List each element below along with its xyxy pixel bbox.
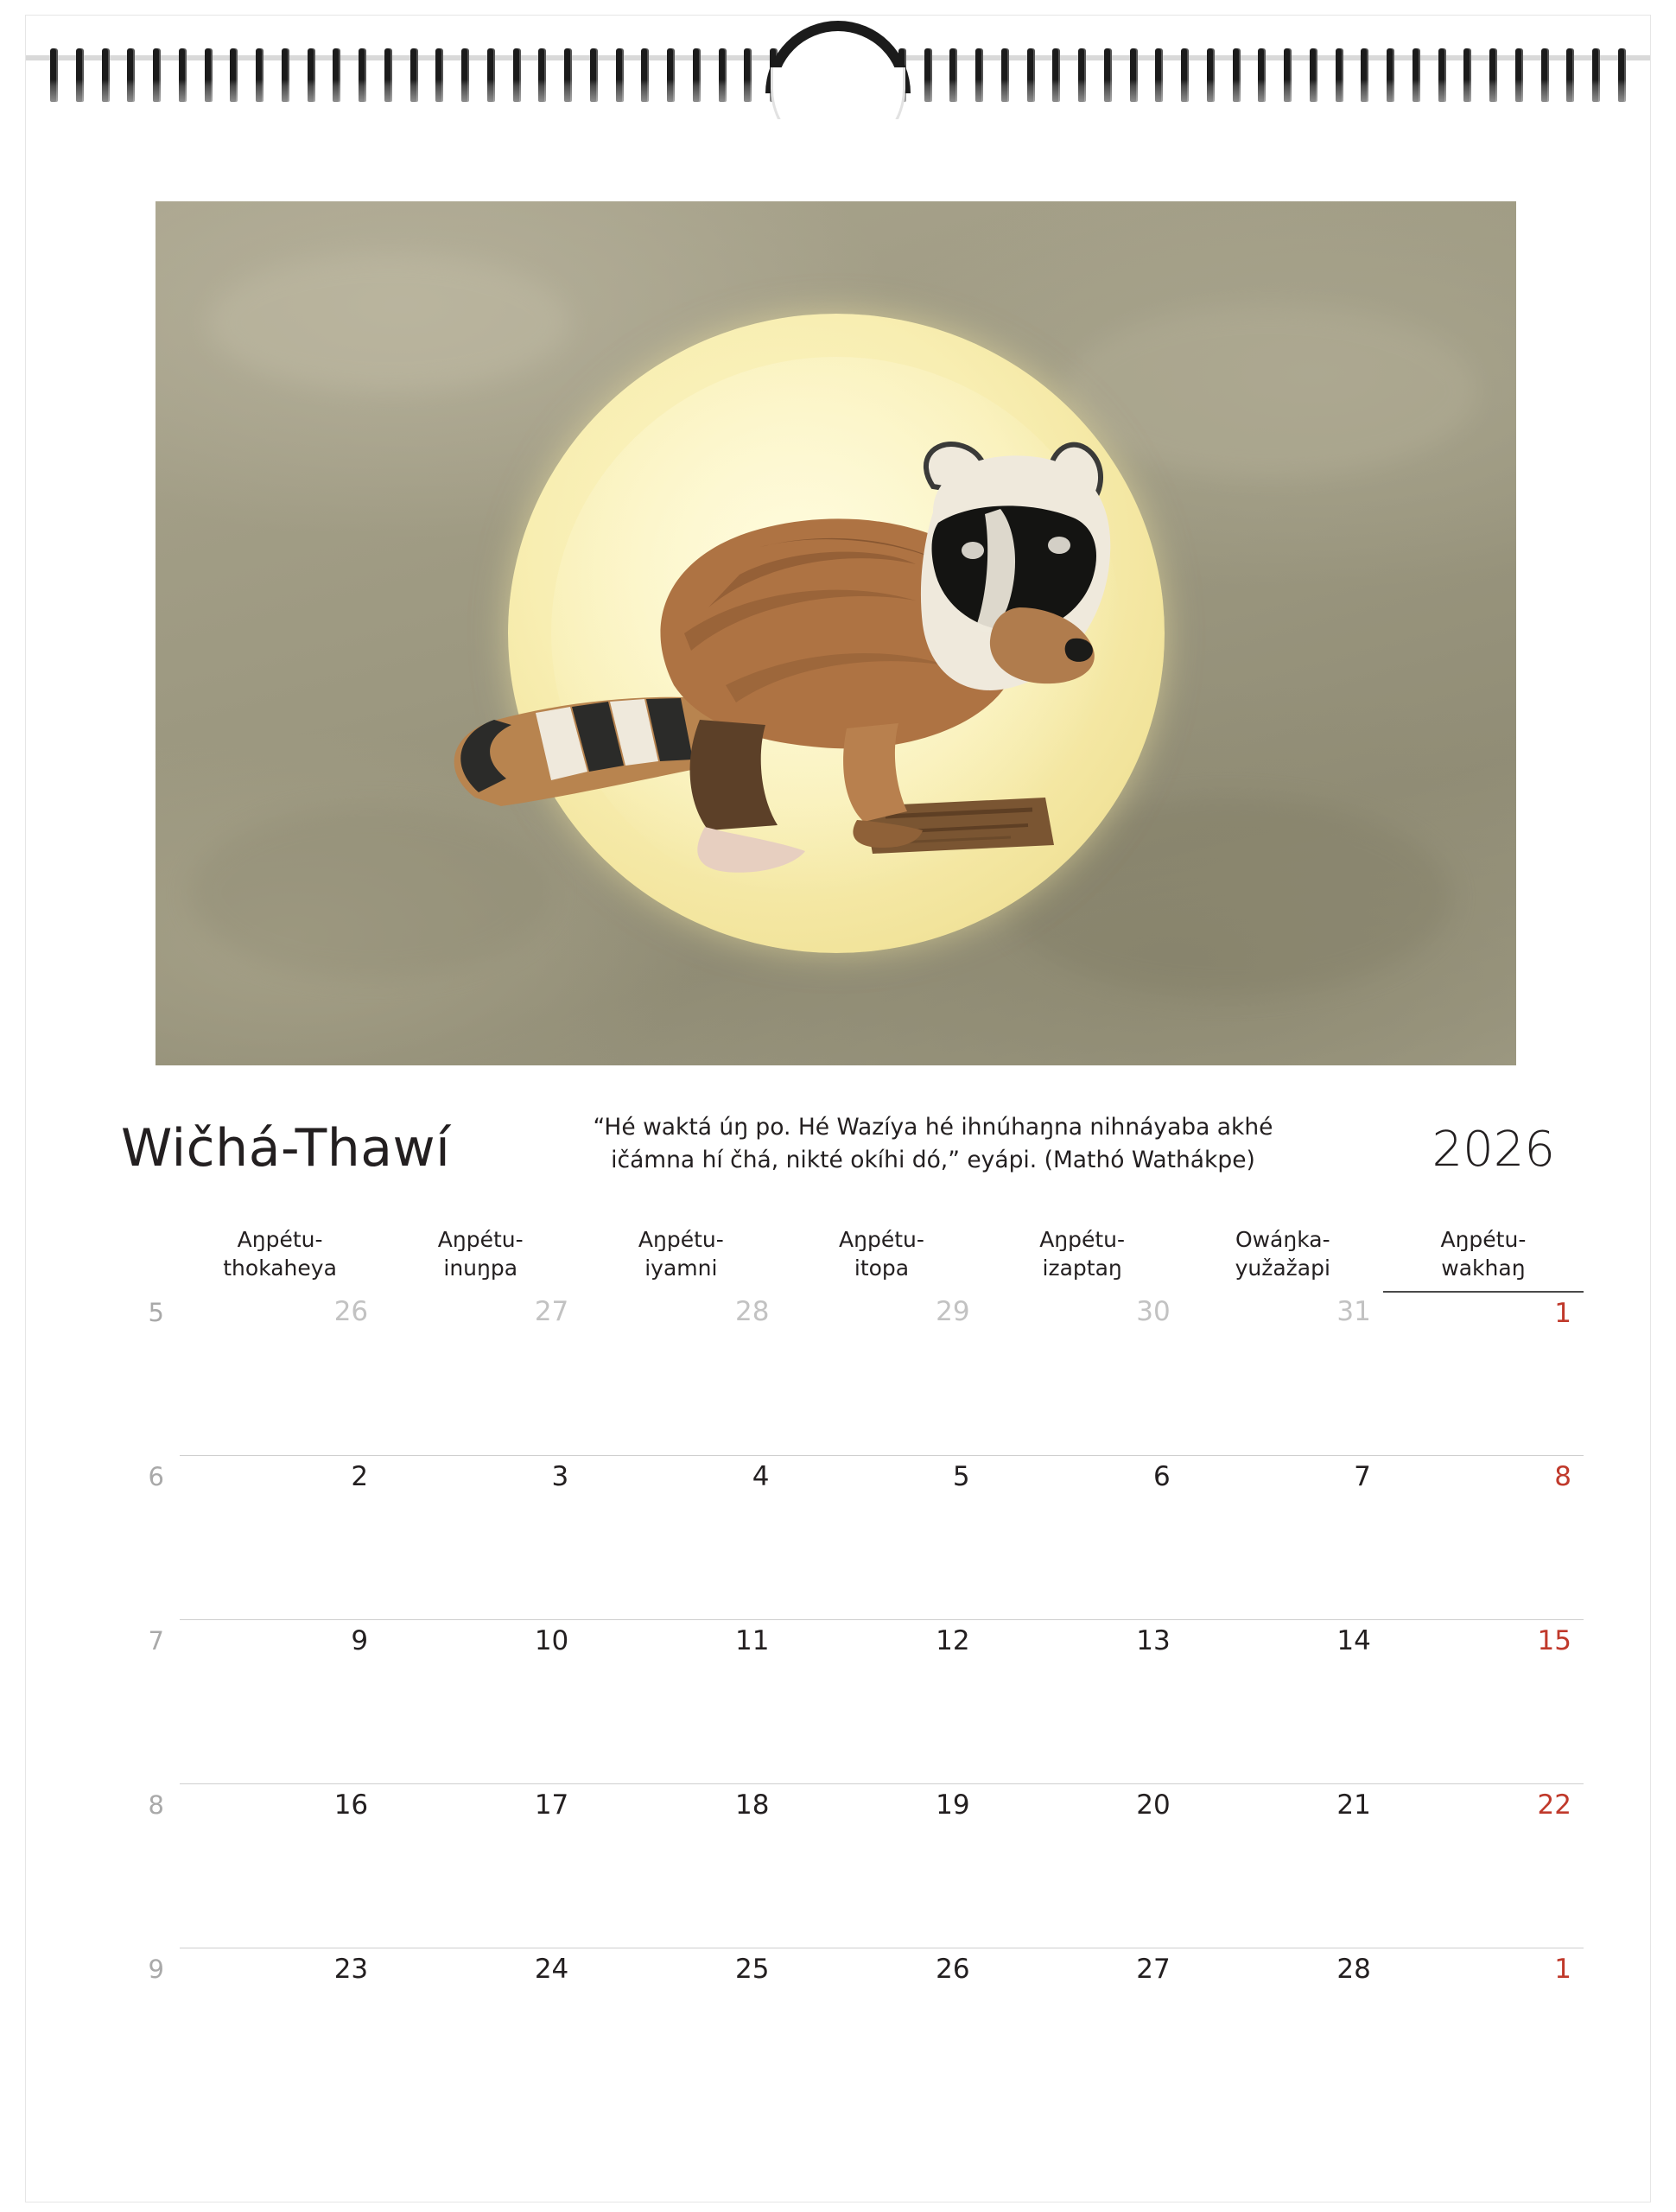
day-cell[interactable] xyxy=(1383,1455,1584,1619)
day-number: 21 xyxy=(1336,1789,1371,1821)
day-name-top: Aŋpétu- xyxy=(437,1227,524,1252)
binding-coil xyxy=(1413,48,1420,102)
week-row xyxy=(148,1291,1584,1455)
day-cell[interactable] xyxy=(982,1783,1183,1948)
binding-coil xyxy=(1310,48,1317,102)
day-cell[interactable] xyxy=(982,1291,1183,1455)
raccoon-illustration xyxy=(156,201,1516,1065)
week-row xyxy=(148,1619,1584,1783)
binding-coil xyxy=(205,48,213,102)
day-number: 24 xyxy=(534,1954,569,1985)
binding-coil xyxy=(1618,48,1626,102)
binding-coil xyxy=(975,48,983,102)
day-cell[interactable] xyxy=(1383,1948,1584,2112)
day-cell[interactable] xyxy=(982,1619,1183,1783)
binding-coil xyxy=(1284,48,1292,102)
day-number: 27 xyxy=(534,1296,569,1327)
calendar-page xyxy=(26,16,1650,2202)
binding-coil xyxy=(410,48,418,102)
binding-coil xyxy=(1258,48,1266,102)
day-cell[interactable] xyxy=(180,1455,380,1619)
day-number: 25 xyxy=(734,1954,770,1985)
day-cell[interactable] xyxy=(180,1948,380,2112)
day-cell[interactable] xyxy=(1183,1619,1383,1783)
binding-coil xyxy=(1052,48,1060,102)
raccoon-head xyxy=(921,444,1110,690)
day-name-bottom: iyamni xyxy=(644,1255,718,1281)
binding-coil xyxy=(719,48,727,102)
day-cell[interactable] xyxy=(982,1455,1183,1619)
binding-coil xyxy=(667,48,675,102)
day-name-top: Aŋpétu- xyxy=(638,1227,724,1252)
binding-coil xyxy=(513,48,521,102)
day-name-1 xyxy=(180,1225,380,1291)
day-name-top: Aŋpétu- xyxy=(237,1227,323,1252)
binding-coil xyxy=(256,48,263,102)
binding-coil xyxy=(538,48,546,102)
day-cell[interactable] xyxy=(1383,1783,1584,1948)
day-number: 8 xyxy=(1554,1461,1571,1492)
week-rows xyxy=(148,1291,1584,2112)
day-name-3 xyxy=(581,1225,781,1291)
binding-coil xyxy=(1438,48,1446,102)
binding-coil xyxy=(359,48,366,102)
day-number: 11 xyxy=(734,1625,770,1656)
year-label: 2026 xyxy=(1432,1122,1555,1178)
binding-coil xyxy=(1361,48,1368,102)
binding-coil xyxy=(1027,48,1035,102)
binding-coil xyxy=(1155,48,1163,102)
binding-coil xyxy=(50,48,58,102)
quote-line-2: ičámna hí čhá, nikté okíhi dó,” eyápi. (Mathó Wathákpe) xyxy=(611,1146,1255,1173)
day-number: 16 xyxy=(333,1789,369,1821)
day-number: 4 xyxy=(752,1461,770,1492)
day-number: 18 xyxy=(734,1789,770,1821)
day-number: 28 xyxy=(1336,1954,1371,1985)
binding-coil xyxy=(1336,48,1343,102)
day-cell[interactable] xyxy=(380,1783,581,1948)
week-row xyxy=(148,1783,1584,1948)
day-number: 6 xyxy=(1152,1461,1171,1492)
binding-coil xyxy=(1489,48,1497,102)
day-name-bottom: yužažapi xyxy=(1235,1255,1330,1281)
day-cell[interactable] xyxy=(180,1619,380,1783)
day-number: 20 xyxy=(1136,1789,1171,1821)
day-number: 3 xyxy=(551,1461,569,1492)
day-cell[interactable] xyxy=(581,1455,781,1619)
day-name-bottom: izaptaŋ xyxy=(1042,1255,1122,1281)
binding-coil xyxy=(1515,48,1523,102)
binding-coil xyxy=(230,48,238,102)
day-number: 23 xyxy=(333,1954,369,1985)
day-cell[interactable] xyxy=(781,1948,981,2112)
binding-coil xyxy=(179,48,187,102)
binding-coil xyxy=(461,48,469,102)
binding-coil xyxy=(102,48,110,102)
day-cell[interactable] xyxy=(1383,1291,1584,1455)
binding-coil xyxy=(1387,48,1394,102)
spiral-binding xyxy=(26,16,1650,119)
month-title: Wičhá-Thawí xyxy=(121,1118,451,1179)
day-cell[interactable] xyxy=(380,1619,581,1783)
day-number: 7 xyxy=(1354,1461,1371,1492)
day-cell[interactable] xyxy=(581,1619,781,1783)
day-number: 28 xyxy=(734,1296,770,1327)
binding-coil xyxy=(564,48,572,102)
day-cell[interactable] xyxy=(982,1948,1183,2112)
day-number: 5 xyxy=(952,1461,970,1492)
binding-coil xyxy=(1233,48,1241,102)
day-number: 14 xyxy=(1336,1625,1371,1656)
day-cell[interactable] xyxy=(1183,1783,1383,1948)
day-number: 2 xyxy=(351,1461,369,1492)
week-number: 6 xyxy=(148,1462,164,1491)
binding-coil xyxy=(1104,48,1112,102)
binding-coil xyxy=(384,48,392,102)
binding-coil xyxy=(1078,48,1086,102)
day-name-bottom: itopa xyxy=(854,1255,910,1281)
day-name-5 xyxy=(982,1225,1183,1291)
day-number: 1 xyxy=(1554,1954,1571,1985)
day-name-2 xyxy=(380,1225,581,1291)
binding-coil xyxy=(1130,48,1138,102)
day-cell[interactable] xyxy=(581,1948,781,2112)
day-number: 31 xyxy=(1336,1296,1371,1327)
day-number: 1 xyxy=(1554,1298,1571,1329)
binding-coil xyxy=(282,48,289,102)
day-cell[interactable] xyxy=(581,1783,781,1948)
binding-coil xyxy=(641,48,649,102)
binding-coil xyxy=(435,48,443,102)
day-number: 30 xyxy=(1136,1296,1171,1327)
binding-coil xyxy=(153,48,161,102)
day-number: 29 xyxy=(936,1296,970,1327)
raccoon-tail xyxy=(454,697,726,806)
day-number: 12 xyxy=(936,1625,970,1656)
binding-coil xyxy=(616,48,624,102)
quote-line-1: “Hé waktá úŋ po. Hé Wazíya hé ihnúhaŋna nihnáyaba akhé xyxy=(593,1114,1273,1141)
hanger-hole-inner xyxy=(771,67,905,119)
day-cell[interactable] xyxy=(380,1455,581,1619)
binding-coil xyxy=(487,48,495,102)
calendar-grid xyxy=(148,1225,1584,2112)
week-row xyxy=(148,1455,1584,1619)
month-artwork xyxy=(156,201,1516,1065)
day-name-row xyxy=(180,1225,1584,1291)
day-cell[interactable] xyxy=(180,1291,380,1455)
day-number: 10 xyxy=(534,1625,569,1656)
day-name-top: Aŋpétu- xyxy=(1039,1227,1126,1252)
day-name-top: Owáŋka- xyxy=(1235,1227,1330,1252)
week-number: 7 xyxy=(148,1626,164,1656)
binding-coil xyxy=(1592,48,1600,102)
day-cell[interactable] xyxy=(380,1948,581,2112)
binding-coil xyxy=(590,48,598,102)
calendar-header xyxy=(121,1111,1555,1189)
binding-coil xyxy=(1541,48,1549,102)
day-cell[interactable] xyxy=(1183,1455,1383,1619)
binding-coil xyxy=(693,48,701,102)
day-number: 13 xyxy=(1136,1625,1171,1656)
day-cell[interactable] xyxy=(781,1291,981,1455)
day-cell[interactable] xyxy=(781,1619,981,1783)
day-number: 22 xyxy=(1537,1789,1571,1821)
binding-coil xyxy=(924,48,932,102)
day-cell[interactable] xyxy=(380,1291,581,1455)
day-number: 15 xyxy=(1537,1625,1571,1656)
binding-coil xyxy=(1181,48,1189,102)
binding-coil xyxy=(744,48,752,102)
week-number: 5 xyxy=(148,1298,164,1327)
day-number: 27 xyxy=(1136,1954,1171,1985)
raccoon-front-leg xyxy=(843,723,923,848)
day-number: 9 xyxy=(351,1625,369,1656)
day-name-top: Aŋpétu- xyxy=(1440,1227,1527,1252)
week-number: 8 xyxy=(148,1790,164,1820)
day-name-bottom: thokaheya xyxy=(223,1255,337,1281)
day-name-bottom: inuŋpa xyxy=(443,1255,518,1281)
day-cell[interactable] xyxy=(180,1783,380,1948)
binding-coil xyxy=(949,48,957,102)
day-name-4 xyxy=(781,1225,981,1291)
day-number: 19 xyxy=(936,1789,970,1821)
day-cell[interactable] xyxy=(1383,1619,1584,1783)
day-number: 17 xyxy=(534,1789,569,1821)
day-name-bottom: wakhaŋ xyxy=(1441,1255,1526,1281)
day-number: 26 xyxy=(936,1954,970,1985)
day-cell[interactable] xyxy=(581,1291,781,1455)
binding-coil xyxy=(1463,48,1471,102)
binding-coil xyxy=(76,48,84,102)
month-quote xyxy=(492,1111,1374,1176)
day-name-7 xyxy=(1383,1225,1584,1291)
binding-coil xyxy=(127,48,135,102)
day-cell[interactable] xyxy=(781,1783,981,1948)
day-number: 26 xyxy=(333,1296,369,1327)
binding-coil xyxy=(333,48,340,102)
binding-coil xyxy=(308,48,315,102)
day-name-top: Aŋpétu- xyxy=(839,1227,924,1252)
day-cell[interactable] xyxy=(1183,1948,1383,2112)
binding-coil xyxy=(1566,48,1574,102)
day-cell[interactable] xyxy=(781,1455,981,1619)
week-row xyxy=(148,1948,1584,2112)
binding-coil xyxy=(1001,48,1009,102)
day-name-6 xyxy=(1183,1225,1383,1291)
day-cell[interactable] xyxy=(1183,1291,1383,1455)
binding-coil xyxy=(1207,48,1215,102)
week-number: 9 xyxy=(148,1955,164,1984)
